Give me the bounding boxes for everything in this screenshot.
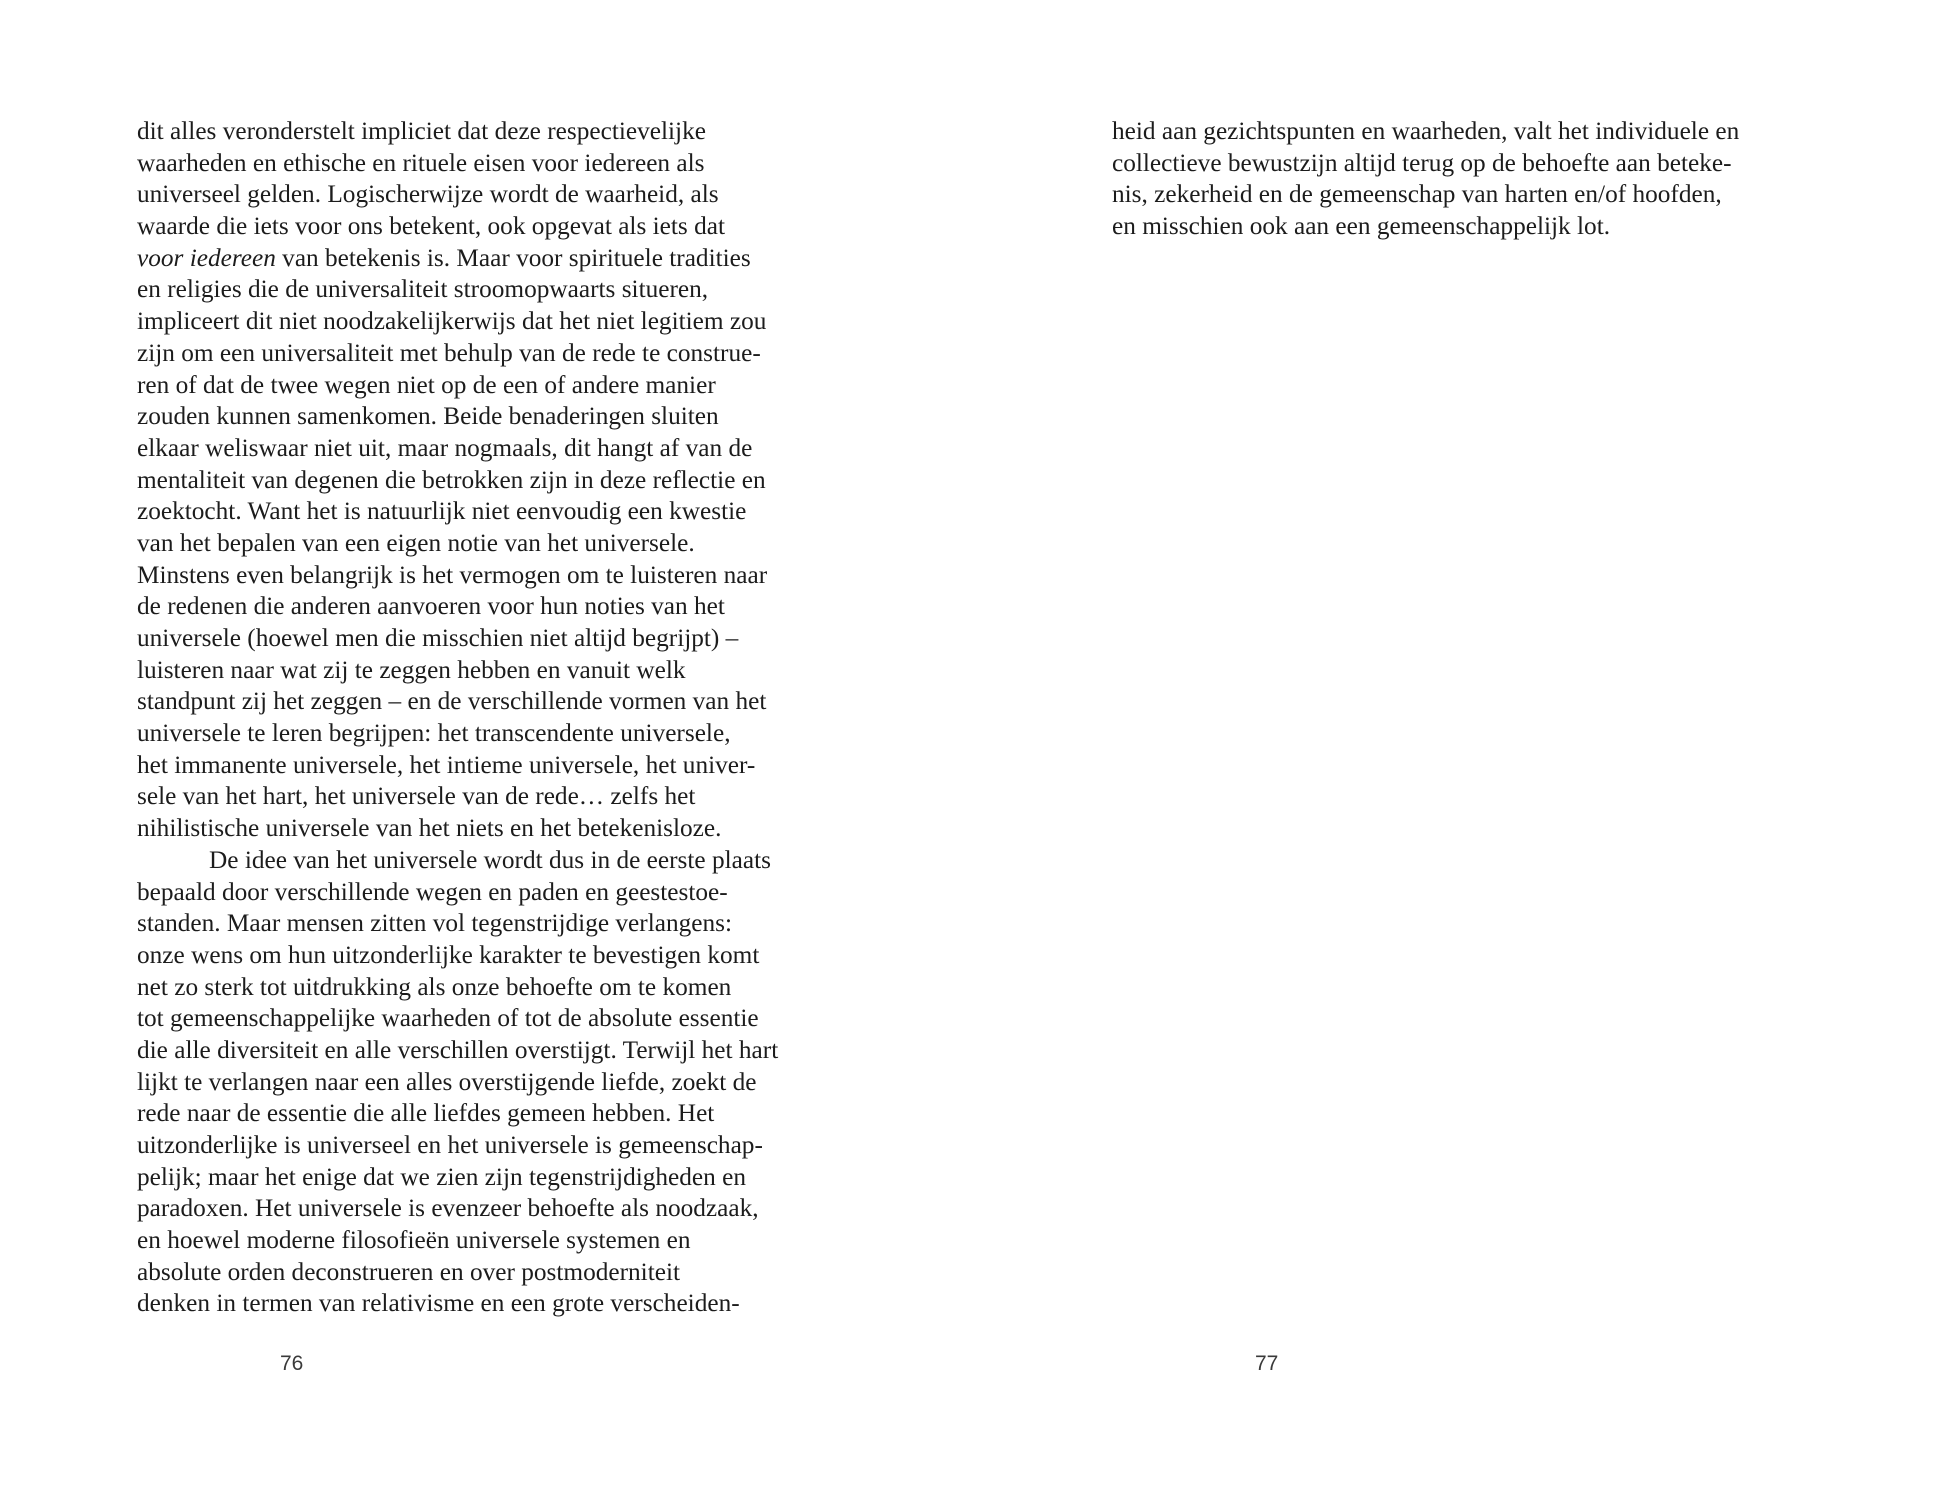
text-line: waarheden en ethische en rituele eisen voor iedereen als (137, 148, 705, 177)
paragraph-start-line: De idee van het universele wordt dus in de eerste plaats (209, 845, 771, 874)
page-number: 76 (280, 1352, 304, 1375)
left-page (0, 0, 970, 1500)
text-line: rede naar de essentie die alle liefdes gemeen hebben. Het (137, 1099, 715, 1128)
text-line: dit alles veronderstelt impliciet dat deze respectievelijke (137, 117, 706, 145)
text-line: lijkt te verlangen naar een alles overstijgende liefde, zoekt de (137, 1067, 757, 1096)
text-line: ren of dat de twee wegen niet op de een of andere manier (137, 370, 716, 399)
text-line: van het bepalen van een eigen notie van het universele. (137, 528, 695, 557)
right-page (970, 0, 1941, 1500)
text-line: bepaald door verschillende wegen en paden en geestestoe- (137, 877, 728, 906)
text-line: universele te leren begrijpen: het transcendente universele, (137, 719, 731, 748)
text-line: zoektocht. Want het is natuurlijk niet eenvoudig een kwestie (137, 497, 747, 526)
text-line: elkaar weliswaar niet uit, maar nogmaals, dit hangt af van de (137, 433, 753, 462)
text-line: standpunt zij het zeggen – en de verschillende vormen van het (137, 687, 767, 716)
text-line: nihilistische universele van het niets en het betekenisloze. (137, 814, 722, 843)
text-line: luisteren naar wat zij te zeggen hebben en vanuit welk (137, 655, 686, 684)
text-line: absolute orden deconstrueren en over postmoderniteit (137, 1257, 681, 1286)
text-line: heid aan gezichtspunten en waarheden, valt het individuele en (1112, 117, 1740, 145)
text-line: zijn om een universaliteit met behulp van de rede te construe- (137, 338, 761, 367)
text-line: en religies die de universaliteit stroomopwaarts situeren, (137, 275, 709, 304)
text-line: universele (hoewel men die misschien niet altijd begrijpt) – (137, 624, 739, 652)
text-line: pelijk; maar het enige dat we zien zijn tegenstrijdigheden en (137, 1162, 747, 1191)
text-line: de redenen die anderen aanvoeren voor hun noties van het (137, 592, 725, 621)
text-line: waarde die iets voor ons betekent, ook opgevat als iets dat (137, 212, 725, 241)
page-number: 77 (1255, 1352, 1279, 1375)
right-page-text (1112, 116, 1739, 243)
text-line: nis, zekerheid en de gemeenschap van harten en/of hoofden, (1112, 180, 1722, 209)
text-line: en misschien ook aan een gemeenschappelijk lot. (1112, 212, 1611, 241)
text-line: collectieve bewustzijn altijd terug op de behoefte aan beteke- (1112, 148, 1732, 177)
text-line: mentaliteit van degenen die betrokken zijn in deze reflectie en (137, 465, 766, 494)
left-page-text (137, 116, 778, 1320)
text-fragment: van betekenis is. Maar voor spirituele tradities (275, 243, 751, 272)
text-line: universeel gelden. Logischerwijze wordt de waarheid, als (137, 180, 719, 209)
text-line: denken in termen van relativisme en een grote verscheiden- (137, 1289, 740, 1318)
text-line: zouden kunnen samenkomen. Beide benaderingen sluiten (137, 402, 719, 431)
text-line: die alle diversiteit en alle verschillen overstijgt. Terwijl het hart (137, 1035, 779, 1064)
text-line: onze wens om hun uitzonderlijke karakter te bevestigen komt (137, 940, 760, 969)
text-line: standen. Maar mensen zitten vol tegenstrijdige verlangens: (137, 909, 732, 938)
text-line: en hoewel moderne filosofieën universele systemen en (137, 1226, 691, 1255)
italic-phrase: voor iedereen (137, 243, 276, 272)
text-line: tot gemeenschappelijke waarheden of tot de absolute essentie (137, 1004, 759, 1033)
text-line: Minstens even belangrijk is het vermogen om te luisteren naar (137, 560, 768, 589)
text-line: het immanente universele, het intieme universele, het univer- (137, 750, 756, 779)
text-line: sele van het hart, het universele van de rede… zelfs het (137, 782, 696, 811)
text-line: paradoxen. Het universele is evenzeer behoefte als noodzaak, (137, 1194, 759, 1223)
text-line: net zo sterk tot uitdrukking als onze behoefte om te komen (137, 972, 732, 1001)
text-line (137, 243, 778, 275)
text-line: impliceert dit niet noodzakelijkerwijs dat het niet legitiem zou (137, 307, 767, 336)
text-line: uitzonderlijke is universeel en het universele is gemeenschap- (137, 1131, 763, 1159)
